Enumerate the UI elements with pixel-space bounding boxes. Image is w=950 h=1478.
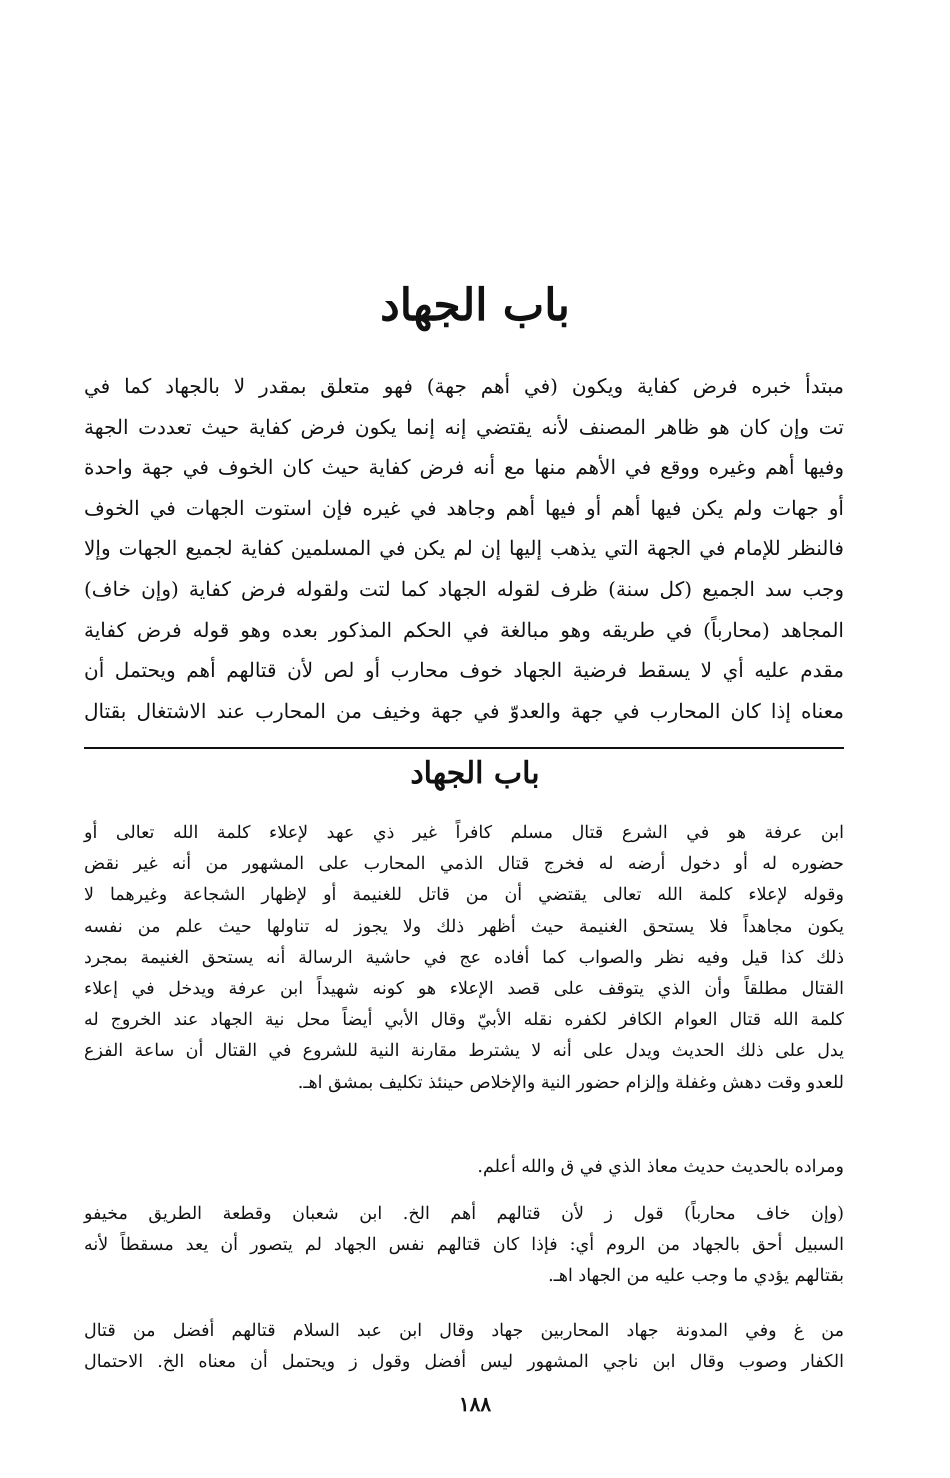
commentary-1-line-3: وقوله لإعلاء كلمة الله تعالى يقتضي أن من قاتل للغنيمة أو لإظهار الشجاعة وغيرهما لا xyxy=(84,885,844,906)
main-text-line-6: وجب سد الجميع (كل سنة) ظرف لقوله الجهاد كما لتت ولقوله فرض كفاية (وإن خاف) xyxy=(84,576,844,601)
main-text-line-9: معناه إذا كان المحارب في جهة والعدوّ في جهة وخيف من المحارب عند الاشتغال بقتال xyxy=(84,698,844,723)
page-number: ١٨٨ xyxy=(458,1392,492,1416)
commentary-3-line-2: السبيل أحق بالجهاد من الروم أي: فإذا كان قتالهم نفس الجهاد لم يتصور أن يعد مسقطاً لأنه xyxy=(84,1235,844,1256)
main-text-line-1: مبتدأ خبره فرض كفاية ويكون (في أهم جهة) فهو متعلق بمقدر لا بالجهاد كما في xyxy=(84,374,844,398)
main-text-line-7: المجاهد (محارباً) في طريقه وهو مبالغة في الحكم المذكور بعده وهو قوله فرض كفاية xyxy=(84,617,844,642)
commentary-title: باب الجهاد xyxy=(410,756,540,791)
commentary-1-line-6: القتال مطلقاً وأن الذي يتوقف على قصد الإعلاء هو كونه شهيداً ابن عرفة ويدخل في إعلاء xyxy=(84,979,844,1000)
main-text-line-8: مقدم عليه أي لا يسقط فرضية الجهاد خوف محارب أو لص لأن قتالهم أهم ويحتمل أن xyxy=(84,658,844,683)
commentary-4-line-2: الكفار وصوب وقال ابن ناجي المشهور ليس أفضل وقول ز ويحتمل أن معناه الخ. الاحتمال xyxy=(84,1352,844,1373)
main-text-block xyxy=(84,366,844,731)
commentary-4-line-1: من غ وفي المدونة جهاد المحاربين جهاد وقال ابن عبد السلام قتالهم أفضل من قتال xyxy=(84,1321,844,1341)
commentary-paragraph-1 xyxy=(84,818,844,1099)
commentary-paragraph-3 xyxy=(84,1199,844,1293)
footnote-divider xyxy=(84,747,844,749)
commentary-1-line-7: كلمة الله قتال العوام الكافر لكفره نقله الأبيّ وقال الأبي أيضاً محل نية الجهاد عند الخروج له xyxy=(84,1010,844,1031)
main-text-line-2: تت وإن كان هو ظاهر المصنف لأنه يقتضي إنه إنما يكون فرض كفاية حيث تعددت الجهة xyxy=(84,414,844,439)
main-text-line-3: وفيها أهم وغيره ووقع في الأهم منها مع أنه فرض كفاية حيث كان الخوف في جهة واحدة xyxy=(84,455,844,480)
commentary-1-line-8: يدل على ذلك الحديث ويدل على أنه لا يشترط مقارنة النية للشروع في القتال أن ساعة الفزع xyxy=(84,1041,844,1062)
main-text-line-5: فالنظر للإمام في الجهة التي يذهب إليها إن لم يكن في المسلمين كفاية لجميع الجهات وإلا xyxy=(84,536,844,561)
commentary-1-line-9: للعدو وقت دهش وغفلة وإلزام حضور النية والإخلاص حينئذ تكليف بمشق اهـ. xyxy=(297,1072,844,1093)
commentary-paragraph-2 xyxy=(84,1152,844,1183)
commentary-paragraph-4 xyxy=(84,1316,844,1378)
commentary-1-line-2: حضوره له أو دخول أرضه له فخرج قتال الذمي المحارب على المشهور من أنه غير نقض xyxy=(84,854,844,875)
commentary-2-line-1: ومراده بالحديث حديث معاذ الذي في ق والله أعلم. xyxy=(477,1157,844,1177)
commentary-1-line-4: يكون مجاهداً فلا يستحق الغنيمة حيث أظهر ذلك ولا يجوز له تناولها حيث علم من نفسه xyxy=(84,916,844,937)
commentary-3-line-3: بقتالهم يؤدي ما وجب عليه من الجهاد اهـ. xyxy=(548,1266,844,1287)
commentary-1-line-5: ذلك كذا قيل وفيه نظر والصواب كما أفاده عج في حاشية الرسالة أنه يستحق الغنيمة بمجرد xyxy=(84,947,844,968)
commentary-3-line-1: (وإن خاف محارباً) قول ز لأن قتالهم أهم الخ. ابن شعبان وقطعة الطريق مخيفو xyxy=(84,1204,844,1224)
main-chapter-title: باب الجهاد xyxy=(380,280,570,331)
commentary-1-line-1: ابن عرفة هو في الشرع قتال مسلم كافراً غير ذي عهد لإعلاء كلمة الله تعالى أو xyxy=(84,823,844,843)
main-text-line-4: أو جهات ولم يكن فيها أهم أو فيها أهم وجاهد في غيره فإن استوت الجهات في الخوف xyxy=(84,495,844,520)
